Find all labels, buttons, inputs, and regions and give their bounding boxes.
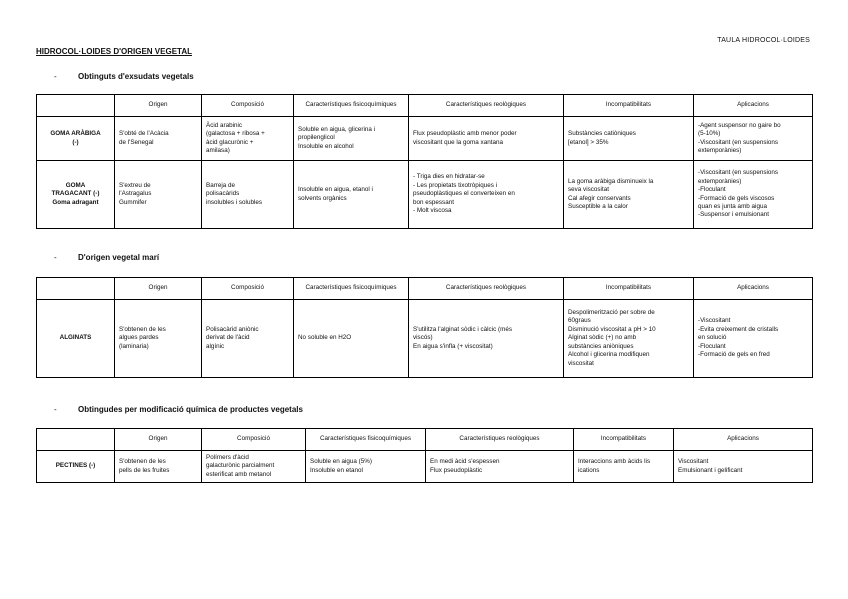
cell-composicio: Polisacàrid aniònic derivat de l'àcid algínic — [202, 300, 294, 378]
cell-incompat: La goma aràbiga disminueix la seva viscositat Cal afegir conservants Susceptible a la calor — [564, 161, 694, 229]
header-cell-incompat: Incompatibilitats — [564, 95, 694, 117]
document-title: HIDROCOL·LOIDES D'ORIGEN VEGETAL — [36, 47, 192, 56]
header-cell-empty — [37, 95, 115, 117]
section-title: Obtingudes per modificació química de productes vegetals — [78, 405, 303, 414]
table-modified — [36, 428, 813, 483]
header-cell-origen: Origen — [115, 429, 202, 451]
header-cell-reologiques: Característiques reològiques — [426, 429, 574, 451]
header-cell-reologiques: Característiques reològiques — [409, 278, 564, 300]
header-cell-aplicacions: Aplicacions — [694, 95, 813, 117]
cell-reologiques: S'utilitza l'alginat sòdic i càlcic (més viscós) En aigua s'infla (+ viscositat) — [409, 300, 564, 378]
row-name: GOMA ARÀBIGA (-) — [37, 117, 115, 161]
row-name: ALGINATS — [37, 300, 115, 378]
cell-reologiques: - Triga dies en hidratar-se - Les propietats tixotròpiques i pseudoplàstiques el converteixen en bon espessant - Molt viscosa — [409, 161, 564, 229]
header-cell-reologiques: Característiques reològiques — [409, 95, 564, 117]
cell-reologiques: Flux pseudoplàstic amb menor poder viscositant que la goma xantana — [409, 117, 564, 161]
header-cell-composicio: Composició — [202, 278, 294, 300]
cell-aplicacions: -Agent suspensor no gaire bo (5-10%) -Viscositant (en suspensions extemporànies) — [694, 117, 813, 161]
bullet-dash: - — [54, 72, 57, 81]
header-cell-fisico: Característiques fisicoquímiques — [306, 429, 426, 451]
table-row — [37, 161, 813, 229]
section-heading — [54, 405, 303, 414]
cell-origen: S'obtenen de les algues pardes (laminaria) — [115, 300, 202, 378]
cell-incompat: Despolimerització per sobre de 60graus Disminució viscositat a pH > 10 Alginat sòdic (+) no amb substàncies aniòniques Alcohol i glicerina modifiquen viscositat — [564, 300, 694, 378]
table-exudates — [36, 94, 813, 229]
header-cell-composicio: Composició — [202, 95, 294, 117]
row-name: PECTINES (-) — [37, 451, 115, 483]
cell-origen: S'obté de l'Acàcia de l'Senegal — [115, 117, 202, 161]
section-heading — [54, 72, 194, 81]
header-cell-fisico: Característiques fisicoquímiques — [294, 95, 409, 117]
header-cell-aplicacions: Aplicacions — [674, 429, 813, 451]
document-label: TAULA HIDROCOL·LOIDES — [717, 37, 810, 44]
cell-composicio: Àcid arabinic (galactosa + ribosa + àcid glacurònic + amilasa) — [202, 117, 294, 161]
header-cell-incompat: Incompatibilitats — [564, 278, 694, 300]
section-title: Obtinguts d'exsudats vegetals — [78, 72, 194, 81]
cell-origen: S'obtenen de les pells de les fruites — [115, 451, 202, 483]
cell-fisico: Insoluble en aigua, etanol i solvents orgànics — [294, 161, 409, 229]
header-cell-origen: Origen — [115, 95, 202, 117]
header-cell-empty — [37, 429, 115, 451]
cell-reologiques: En medi àcid s'espessen Flux pseudoplàstic — [426, 451, 574, 483]
section-heading — [54, 253, 159, 262]
header-cell-composicio: Composició — [202, 429, 306, 451]
cell-fisico: Soluble en aigua, glicerina i propilenglicol Insoluble en alcohol — [294, 117, 409, 161]
cell-fisico: No soluble en H2O — [294, 300, 409, 378]
table-row — [37, 451, 813, 483]
cell-incompat: Interaccions amb àcids lis ications — [574, 451, 674, 483]
table-row — [37, 300, 813, 378]
cell-composicio: Barreja de polisacàrids insolubles i solubles — [202, 161, 294, 229]
header-cell-origen: Origen — [115, 278, 202, 300]
header-cell-aplicacions: Aplicacions — [694, 278, 813, 300]
bullet-dash: - — [54, 253, 57, 262]
header-cell-empty — [37, 278, 115, 300]
header-cell-incompat: Incompatibilitats — [574, 429, 674, 451]
cell-composicio: Polímers d'àcid galacturònic parcialment esterificat amb metanol — [202, 451, 306, 483]
cell-origen: S'extreu de l'Astragalus Gummifer — [115, 161, 202, 229]
cell-incompat: Substàncies catiòniques [etanol] > 35% — [564, 117, 694, 161]
bullet-dash: - — [54, 405, 57, 414]
cell-aplicacions: -Viscositant -Evita creixement de cristalls en solució -Floculant -Formació de gels en fred — [694, 300, 813, 378]
row-name: GOMA TRAGACANT (-) Goma adragant — [37, 161, 115, 229]
table-marine — [36, 277, 813, 378]
cell-aplicacions: Viscositant Emulsionant i gelificant — [674, 451, 813, 483]
cell-aplicacions: -Viscositant (en suspensions extemporànies) -Floculant -Formació de gels viscosos quan es junta amb aigua -Suspensor i emulsionant — [694, 161, 813, 229]
table-row — [37, 117, 813, 161]
cell-fisico: Soluble en aigua (5%) Insoluble en etanol — [306, 451, 426, 483]
header-cell-fisico: Característiques fisicoquímiques — [294, 278, 409, 300]
section-title: D'origen vegetal marí — [78, 253, 160, 262]
